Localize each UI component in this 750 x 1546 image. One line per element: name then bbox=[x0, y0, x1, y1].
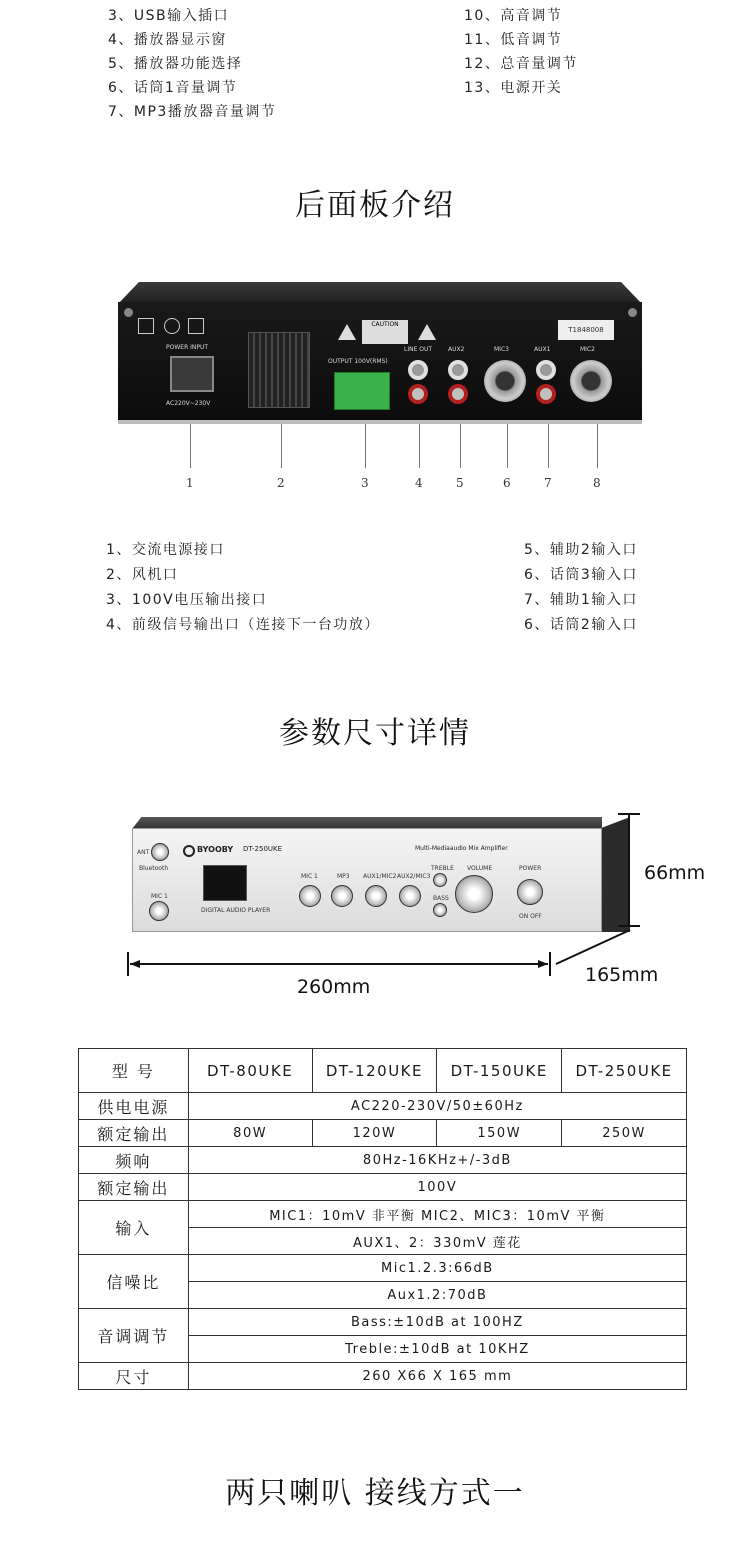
freq-value: 80Hz-16KHz+/-3dB bbox=[188, 1147, 686, 1174]
power-input-label: POWER INPUT bbox=[166, 344, 209, 351]
rated-output-label: 额定输出 bbox=[79, 1120, 189, 1147]
table-row bbox=[79, 1255, 687, 1282]
callout-line bbox=[281, 424, 282, 468]
freq-label: 频响 bbox=[79, 1147, 189, 1174]
screw-icon bbox=[628, 308, 637, 317]
rear-list-item: 1、交流电源接口 bbox=[106, 542, 225, 558]
player-label: DIGITAL AUDIO PLAYER bbox=[201, 907, 271, 914]
rated-output-cell: 250W bbox=[562, 1120, 687, 1147]
rear-list-item: 6、话筒3输入口 bbox=[524, 567, 638, 583]
aux2-jack bbox=[448, 384, 468, 404]
serial-sticker: T1848008 bbox=[558, 320, 614, 340]
power-socket bbox=[170, 356, 214, 392]
size-label: 尺寸 bbox=[79, 1363, 189, 1390]
home-icon bbox=[188, 318, 204, 334]
callout-number: 7 bbox=[544, 476, 552, 490]
tone-label: 音调调节 bbox=[79, 1309, 189, 1363]
on-off-label: ON OFF bbox=[519, 913, 542, 920]
callout-line bbox=[548, 424, 549, 468]
rear-list-item: 5、辅助2输入口 bbox=[524, 542, 638, 558]
warning-icon bbox=[418, 324, 436, 340]
aux1-label: AUX1 bbox=[534, 346, 551, 353]
rear-list-item: 4、前级信号输出口（连接下一台功放） bbox=[106, 617, 380, 633]
callout-line bbox=[597, 424, 598, 468]
front-list-item: 4、播放器显示窗 bbox=[108, 32, 227, 48]
callout-number: 6 bbox=[503, 476, 511, 490]
snr-value: Mic1.2.3:66dB bbox=[188, 1255, 686, 1282]
front-list-item: 7、MP3播放器音量调节 bbox=[108, 104, 277, 120]
tone-value: Treble:±10dB at 10KHZ bbox=[188, 1336, 686, 1363]
bluetooth-label: Bluetooth bbox=[139, 865, 169, 872]
table-row bbox=[79, 1147, 687, 1174]
model-cell: DT-80UKE bbox=[188, 1049, 312, 1093]
rear-panel-top bbox=[118, 282, 642, 304]
output-terminal-block bbox=[334, 372, 390, 410]
rear-list-item: 7、辅助1输入口 bbox=[524, 592, 638, 608]
input-value: AUX1、2：330mV 莲花 bbox=[188, 1228, 686, 1255]
aux1-jack bbox=[536, 360, 556, 380]
output-label: OUTPUT 100V(RMS) bbox=[328, 358, 388, 365]
input-value: MIC1：10mV 非平衡 MIC2、MIC3：10mV 平衡 bbox=[188, 1201, 686, 1228]
fan-grille bbox=[248, 332, 310, 408]
size-value: 260 X66 X 165 mm bbox=[188, 1363, 686, 1390]
callout-line bbox=[507, 424, 508, 468]
ant-label: ANT bbox=[137, 849, 150, 856]
power-supply-value: AC220-230V/50±60Hz bbox=[188, 1093, 686, 1120]
snr-value: Aux1.2:70dB bbox=[188, 1282, 686, 1309]
front-list-item: 5、播放器功能选择 bbox=[108, 56, 243, 72]
front-list-item: 6、话筒1音量调节 bbox=[108, 80, 238, 96]
depth-dimension: 165mm bbox=[585, 964, 659, 986]
model-name: DT-250UKE bbox=[243, 845, 283, 853]
callout-number: 2 bbox=[277, 476, 285, 490]
table-row bbox=[79, 1093, 687, 1120]
callout-line bbox=[365, 424, 366, 468]
power-supply-label: 供电电源 bbox=[79, 1093, 189, 1120]
power-label: POWER bbox=[519, 865, 542, 872]
callout-number: 5 bbox=[456, 476, 464, 490]
spec-table bbox=[78, 1048, 687, 1390]
table-row bbox=[79, 1120, 687, 1147]
rated-output2-value: 100V bbox=[188, 1174, 686, 1201]
height-dimension: 66mm bbox=[644, 862, 706, 884]
model-cell: DT-120UKE bbox=[312, 1049, 437, 1093]
callout-number: 3 bbox=[361, 476, 369, 490]
rated-output-cell: 80W bbox=[188, 1120, 312, 1147]
knob-label: AUX2/MIC3 bbox=[397, 873, 431, 880]
voltage-label: AC220V~230V bbox=[166, 400, 211, 407]
ground-icon bbox=[164, 318, 180, 334]
table-row bbox=[79, 1049, 687, 1093]
width-dimension: 260mm bbox=[297, 976, 371, 998]
knob-label: MP3 bbox=[337, 873, 350, 880]
product-title: Multi-Mediaaudio Mix Amplifier bbox=[415, 845, 508, 852]
snr-label: 信噪比 bbox=[79, 1255, 189, 1309]
line-out-label: LINE OUT bbox=[404, 346, 433, 353]
brand-name: BYOOBY bbox=[197, 845, 234, 854]
model-label: 型 号 bbox=[79, 1049, 189, 1093]
callout-number: 1 bbox=[186, 476, 194, 490]
rear-panel-photo bbox=[118, 302, 642, 424]
mic2-label: MIC2 bbox=[580, 346, 595, 353]
mic1-input-label: MIC 1 bbox=[151, 893, 168, 900]
rear-list-item: 6、话筒2输入口 bbox=[524, 617, 638, 633]
rear-list-item: 3、100V电压输出接口 bbox=[106, 592, 268, 608]
aux2-label: AUX2 bbox=[448, 346, 465, 353]
callout-line bbox=[460, 424, 461, 468]
aux1-jack bbox=[536, 384, 556, 404]
knob-label: MIC 1 bbox=[301, 873, 318, 880]
warning-icon bbox=[338, 324, 356, 340]
rated-output-cell: 120W bbox=[312, 1120, 437, 1147]
front-list-item: 11、低音调节 bbox=[464, 32, 563, 48]
rear-panel-heading: 后面板介绍 bbox=[295, 188, 455, 223]
callout-number: 4 bbox=[415, 476, 423, 490]
callout-line bbox=[190, 424, 191, 468]
recycle-bin-icon bbox=[138, 318, 154, 334]
volume-label: VOLUME bbox=[467, 865, 493, 872]
tone-value: Bass:±10dB at 100HZ bbox=[188, 1309, 686, 1336]
aux2-jack bbox=[448, 360, 468, 380]
bass-label: BASS bbox=[433, 895, 449, 902]
line-out-jack bbox=[408, 360, 428, 380]
line-out-jack bbox=[408, 384, 428, 404]
table-row bbox=[79, 1201, 687, 1228]
wiring-heading: 两只喇叭 接线方式一 bbox=[225, 1476, 525, 1511]
caution-label: CAUTION bbox=[362, 320, 408, 344]
front-list-item: 12、总音量调节 bbox=[464, 56, 578, 72]
table-row bbox=[79, 1363, 687, 1390]
screw-icon bbox=[124, 308, 133, 317]
table-row bbox=[79, 1309, 687, 1336]
front-list-item: 13、电源开关 bbox=[464, 80, 563, 96]
rated-output-cell: 150W bbox=[437, 1120, 562, 1147]
mic3-label: MIC3 bbox=[494, 346, 509, 353]
spec-heading: 参数尺寸详情 bbox=[279, 716, 471, 751]
knob-label: AUX1/MIC2 bbox=[363, 873, 397, 880]
front-list-item: 3、USB输入插口 bbox=[108, 8, 230, 24]
input-label: 输入 bbox=[79, 1201, 189, 1255]
model-cell: DT-250UKE bbox=[562, 1049, 687, 1093]
table-row bbox=[79, 1174, 687, 1201]
mic2-xlr-socket bbox=[570, 360, 612, 402]
mic3-xlr-socket bbox=[484, 360, 526, 402]
rated-output2-label: 额定输出 bbox=[79, 1174, 189, 1201]
callout-number: 8 bbox=[593, 476, 601, 490]
model-cell: DT-150UKE bbox=[437, 1049, 562, 1093]
treble-label: TREBLE bbox=[431, 865, 454, 872]
callout-line bbox=[419, 424, 420, 468]
rear-list-item: 2、风机口 bbox=[106, 567, 179, 583]
front-list-item: 10、高音调节 bbox=[464, 8, 563, 24]
